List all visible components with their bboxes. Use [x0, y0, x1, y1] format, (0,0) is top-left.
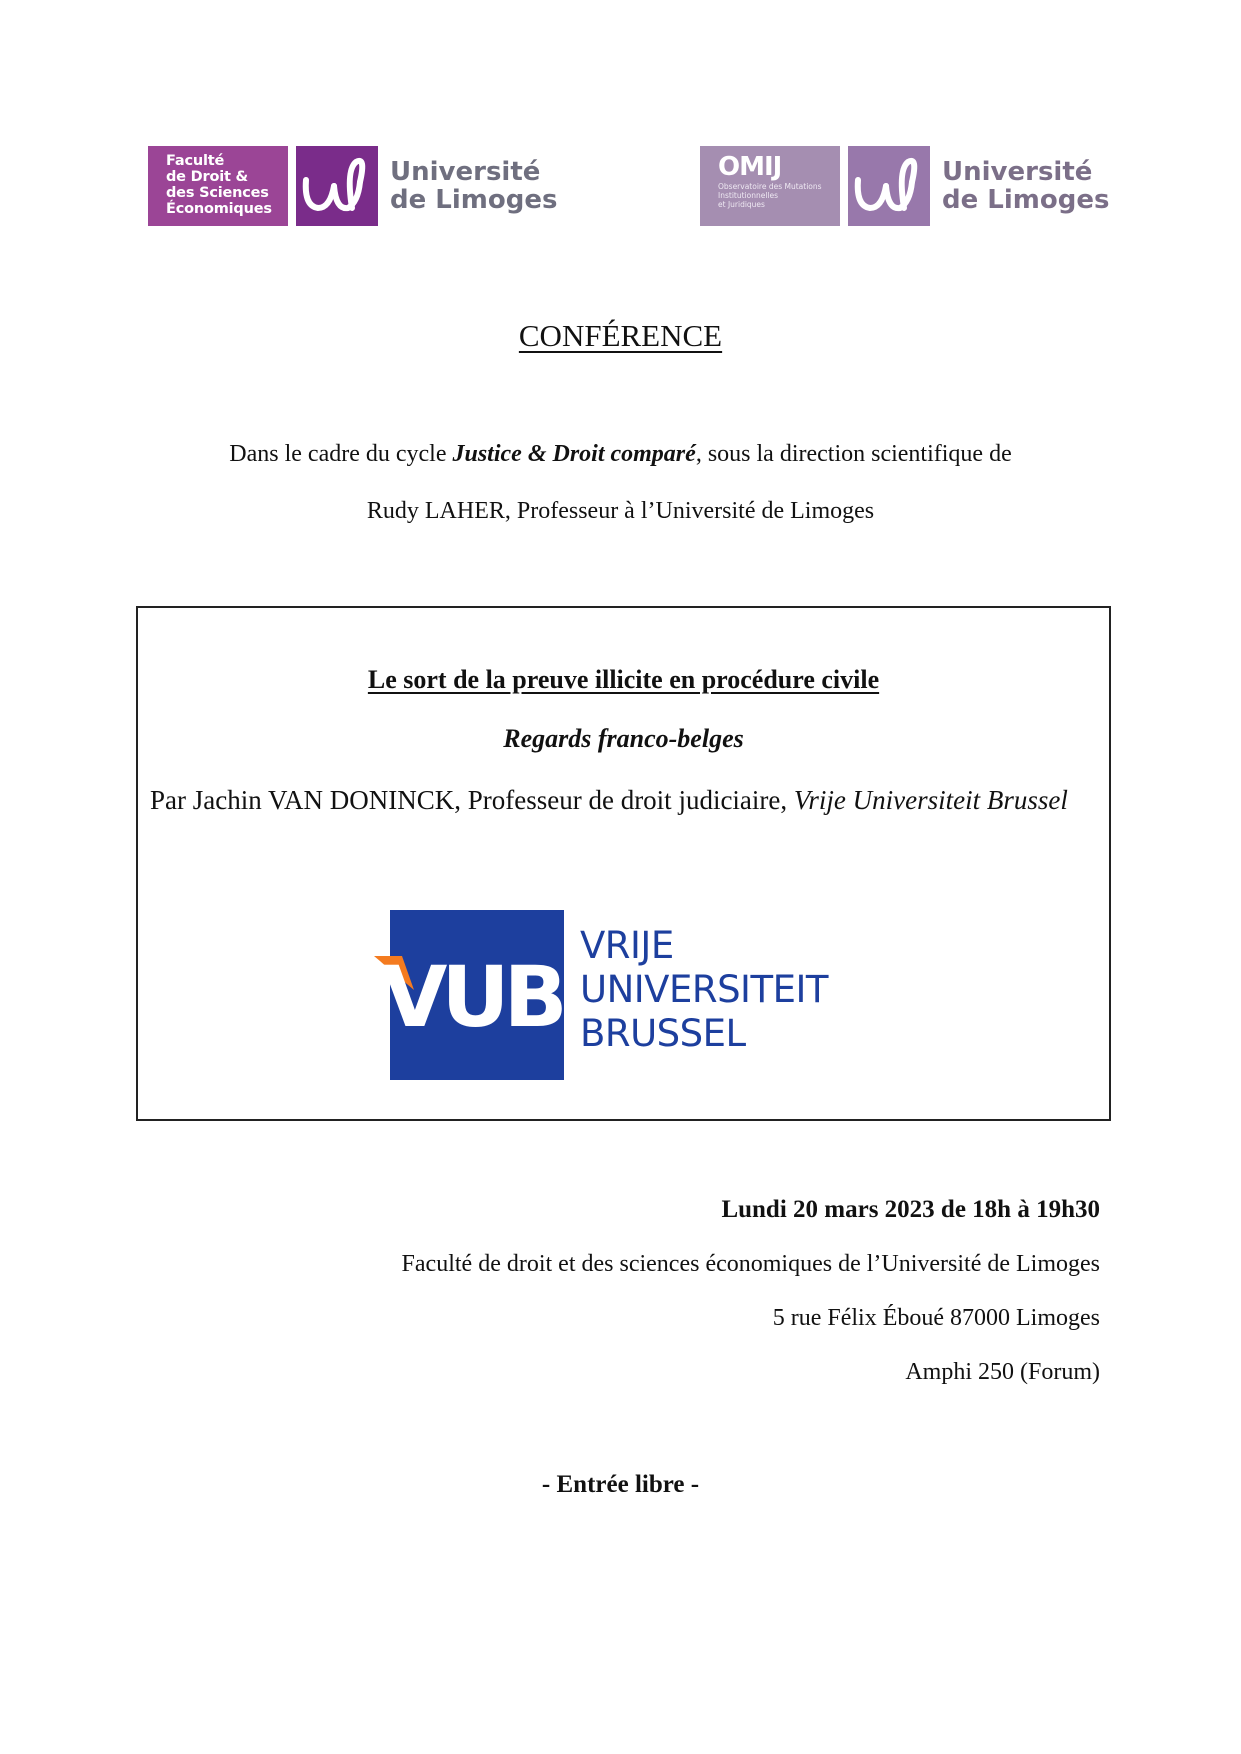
- event-address: 5 rue Félix Éboué 87000 Limoges: [772, 1305, 1100, 1331]
- faculte-line: Économiques: [166, 201, 272, 217]
- ul-monogram-icon: [848, 146, 930, 226]
- cycle-name: Justice & Droit comparé: [452, 441, 696, 467]
- university-line: Université: [942, 157, 1093, 187]
- free-entry-notice: - Entrée libre -: [541, 1471, 700, 1498]
- faculte-droit-logo: [148, 146, 288, 226]
- omij-title: OMIJ: [718, 152, 782, 182]
- omij-subtitle-line: et Juridiques: [718, 200, 765, 209]
- intro-line-1: [0, 441, 1241, 468]
- vub-monogram-text: VUB: [382, 948, 562, 1046]
- intro-text: Dans le cadre du cycle: [229, 441, 453, 467]
- intro-text: , sous la direction scientifique de: [695, 441, 1012, 467]
- speaker-affiliation: Vrije Universiteit Brussel: [793, 785, 1068, 815]
- speaker-name: Par Jachin VAN DONINCK, Professeur de droit judiciaire,: [150, 785, 794, 815]
- talk-subtitle: Regards franco-belges: [503, 724, 744, 753]
- page-title-text: CONFÉRENCE: [518, 318, 723, 353]
- vub-wordmark-line: UNIVERSITEIT: [580, 968, 828, 1011]
- vub-wordmark-line: VRIJE: [580, 924, 674, 967]
- talk-title-text: Le sort de la preuve illicite en procédure civile: [367, 665, 880, 694]
- university-line: Université: [390, 157, 541, 187]
- university-line: de Limoges: [942, 185, 1110, 215]
- event-room: Amphi 250 (Forum): [905, 1359, 1100, 1385]
- event-venue: Faculté de droit et des sciences économiques de l’Université de Limoges: [401, 1251, 1100, 1277]
- talk-box: [136, 606, 1111, 1121]
- event-date: Lundi 20 mars 2023 de 18h à 19h30: [721, 1196, 1100, 1223]
- intro-line-2: Rudy LAHER, Professeur à l’Université de Limoges: [366, 498, 875, 524]
- omij-subtitle-line: Institutionnelles: [718, 191, 779, 200]
- ul-monogram-icon: [296, 146, 378, 226]
- logo-faculte-universite-limoges: [148, 146, 557, 226]
- vub-wordmark-line: BRUSSEL: [580, 1012, 746, 1055]
- omij-subtitle-line: Observatoire des Mutations: [718, 182, 822, 191]
- faculte-line: de Droit &: [166, 169, 249, 185]
- vub-monogram-icon: [374, 910, 564, 1080]
- logo-omij-universite-limoges: [700, 146, 1109, 226]
- faculte-line: Faculté: [166, 153, 225, 169]
- universite-limoges-wordmark: [390, 158, 557, 214]
- university-line: de Limoges: [390, 185, 558, 215]
- universite-limoges-wordmark: [942, 158, 1109, 214]
- talk-title: [138, 665, 1109, 695]
- page-title: [0, 318, 1241, 354]
- vub-logo: [374, 910, 874, 1080]
- faculte-line: des Sciences: [166, 185, 269, 201]
- speaker-line: [150, 781, 1090, 820]
- omij-logo: [700, 146, 840, 226]
- vub-wordmark: [580, 924, 828, 1056]
